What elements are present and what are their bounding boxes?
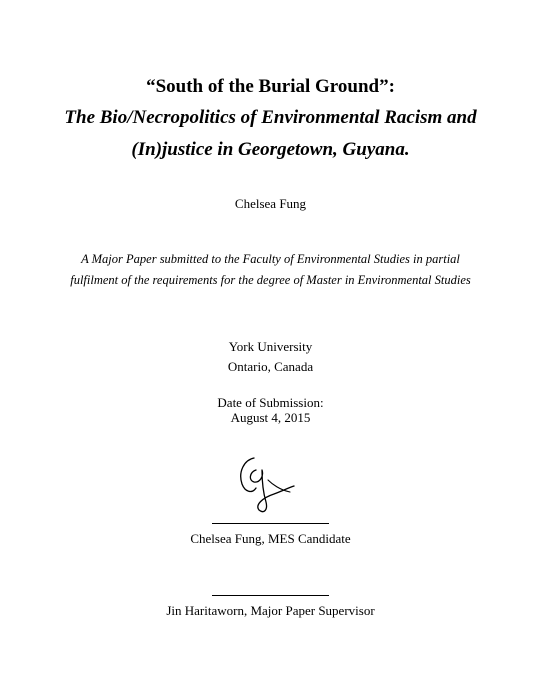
description-line-1: A Major Paper submitted to the Faculty of Environmental Studies in partial	[81, 252, 460, 266]
description-line-2: fulfilment of the requirements for the degree of Master in Environmental Studies	[70, 273, 471, 287]
candidate-signature-line	[212, 523, 329, 524]
author-name: Chelsea Fung	[234, 196, 307, 211]
paper-subtitle-line-1: The Bio/Necropolitics of Environmental Racism and	[64, 107, 477, 128]
submission-date: August 4, 2015	[230, 410, 311, 425]
supervisor-signature-line	[212, 595, 329, 596]
institution-name: York University	[228, 339, 313, 354]
paper-subtitle-line-2: (In)justice in Georgetown, Guyana.	[131, 139, 410, 160]
paper-title: “South of the Burial Ground”:	[146, 76, 395, 97]
submission-date-label: Date of Submission:	[217, 395, 324, 410]
institution-location: Ontario, Canada	[227, 359, 314, 374]
supervisor-name: Jin Haritaworn, Major Paper Supervisor	[166, 603, 375, 618]
candidate-name: Chelsea Fung, MES Candidate	[190, 531, 351, 546]
handwritten-signature	[232, 450, 302, 520]
